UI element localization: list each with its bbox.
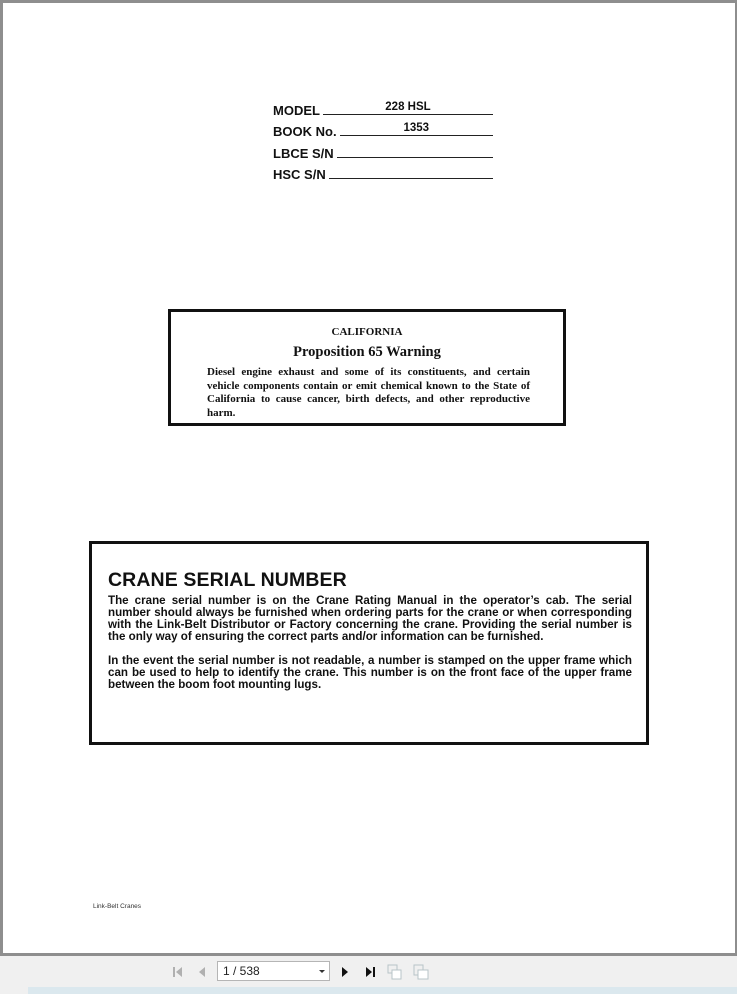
prev-page-icon bbox=[197, 965, 207, 979]
crane-serial-number-box bbox=[89, 541, 649, 745]
serial-paragraph-1: The crane serial number is on the Crane Rating Manual in the operator’s cab. The serial number should always be furnished when ordering parts for the crane or when corresponding with the Link-Belt Distributor or Factory concerning the crane. Providing the serial number is the only way of ensuring the correct parts and/or information can be furnished. bbox=[108, 594, 632, 643]
prop65-subtitle: Proposition 65 Warning bbox=[293, 344, 441, 360]
book-number-label: BOOK No. bbox=[273, 124, 337, 139]
last-page-button[interactable] bbox=[362, 965, 378, 979]
first-page-icon bbox=[171, 965, 185, 979]
status-strip bbox=[28, 987, 737, 994]
two-page-view-button[interactable] bbox=[412, 963, 430, 981]
model-value: 228 HSL bbox=[385, 100, 431, 113]
serial-paragraph-2: In the event the serial number is not readable, a number is stamped on the upper frame which can be used to help to identify the crane. This number is on the front face of the upper frame between the boom foot mounting lugs. bbox=[108, 654, 632, 691]
hsc-sn-field bbox=[273, 161, 493, 183]
serial-title: CRANE SERIAL NUMBER bbox=[108, 569, 347, 591]
pdf-page bbox=[3, 3, 735, 953]
model-line bbox=[323, 100, 493, 115]
serial-body bbox=[108, 595, 632, 703]
next-page-icon bbox=[340, 965, 350, 979]
two-page-view-icon bbox=[412, 963, 430, 981]
model-label: MODEL bbox=[273, 102, 320, 118]
lbce-sn-field bbox=[273, 139, 493, 161]
last-page-icon bbox=[363, 965, 377, 979]
hsc-sn-line bbox=[329, 164, 493, 179]
hsc-sn-label: HSC S/N bbox=[273, 167, 326, 182]
prop65-title: CALIFORNIA bbox=[331, 326, 403, 338]
next-page-button[interactable] bbox=[339, 965, 351, 979]
book-number-line bbox=[340, 121, 493, 136]
lbce-sn-label: LBCE S/N bbox=[273, 145, 334, 161]
chevron-down-icon bbox=[319, 970, 325, 973]
book-number-field bbox=[273, 118, 493, 140]
single-page-view-button[interactable] bbox=[386, 963, 404, 981]
book-number-value: 1353 bbox=[403, 122, 430, 134]
lbce-sn-line bbox=[337, 143, 493, 158]
page-number-dropdown[interactable] bbox=[217, 961, 330, 981]
model-field bbox=[273, 96, 493, 118]
book-info-fields bbox=[273, 96, 493, 182]
previous-page-button[interactable] bbox=[196, 965, 208, 979]
single-page-view-icon bbox=[386, 963, 404, 981]
prop65-warning-box bbox=[168, 309, 566, 426]
page-footer: Link-Belt Cranes bbox=[93, 903, 142, 910]
prop65-body: Diesel engine exhaust and some of its constituents, and certain vehicle components contain or emit chemical known to the State of California to cause cancer, birth defects, and other reproductive harm. bbox=[207, 366, 530, 419]
first-page-button[interactable] bbox=[170, 965, 186, 979]
page-indicator: 1 / 538 bbox=[223, 964, 260, 978]
